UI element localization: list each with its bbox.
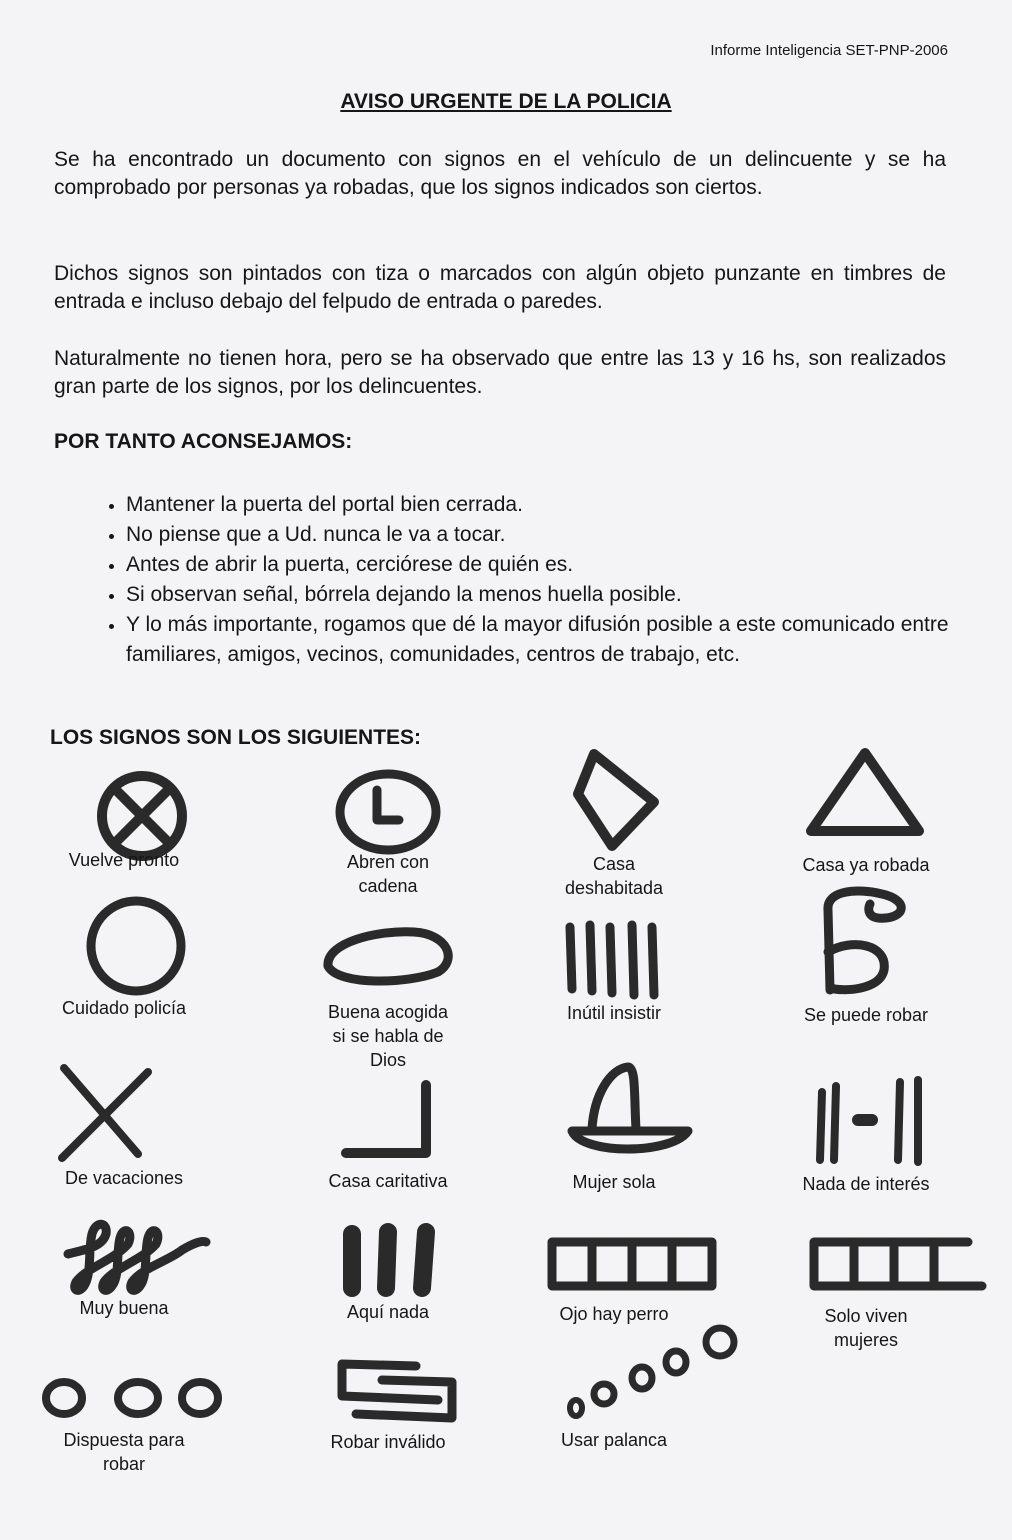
sign-label: Mujer sola xyxy=(572,1172,656,1192)
sign-label: Cuidado policía xyxy=(61,998,187,1018)
five-bars-icon xyxy=(560,915,670,1005)
document-title: AVISO URGENTE DE LA POLICIA xyxy=(340,90,672,113)
advice-heading: POR TANTO ACONSEJAMOS: xyxy=(54,430,353,453)
document-reference: Informe Inteligencia SET-PNP-2006 xyxy=(710,42,948,59)
sign-label: Ojo hay perro xyxy=(559,1304,669,1324)
rising-rings-icon xyxy=(566,1322,746,1422)
clock-icon xyxy=(333,768,443,858)
box-row-icon xyxy=(544,1230,724,1300)
circle-cross-icon xyxy=(92,770,192,860)
boat-icon xyxy=(562,1055,702,1165)
sign-label: Aquí nada xyxy=(346,1302,430,1322)
paragraph-discovery: Se ha encontrado un documento con signos en el vehículo de un delincuente y se ha comprobado por personas ya robadas, que los signos indicados son ciertos. xyxy=(54,148,946,199)
sign-label: Dispuesta para robar xyxy=(63,1430,185,1474)
signs-heading: LOS SIGNOS SON LOS SIGUIENTES: xyxy=(50,726,422,749)
list-item: • No piense que a Ud. nunca le va a tocar. xyxy=(126,520,1006,550)
sign-label: Se puede robar xyxy=(803,1005,929,1025)
open-box-row-icon xyxy=(806,1230,996,1300)
sign-label: Muy buena xyxy=(79,1298,169,1318)
list-item: • Y lo más importante, rogamos que dé la mayor difusión posible a este comunicado entre familiares, amigos, vecinos, comunidades, centros de trabajo, etc. xyxy=(126,610,1006,670)
list-item: • Si observan señal, bórrela dejando la menos huella posible. xyxy=(126,580,1006,610)
loops-icon xyxy=(62,1210,222,1300)
three-bars-icon xyxy=(336,1222,446,1302)
sign-label: Usar palanca xyxy=(560,1430,668,1450)
sign-label: Abren con cadena xyxy=(346,852,430,896)
paragraph-marking-methods: Dichos signos son pintados con tiza o marcados con algún objeto punzante en timbres de entrada e incluso debajo del felpudo de entrada o paredes. xyxy=(54,262,946,313)
circle-icon xyxy=(82,900,192,1000)
s-shape-icon xyxy=(332,1350,462,1430)
three-rings-icon xyxy=(40,1370,230,1430)
sign-label: De vacaciones xyxy=(64,1168,184,1188)
sign-label: Casa caritativa xyxy=(328,1171,448,1191)
bars-dash-icon xyxy=(810,1068,940,1168)
list-item: • Mantener la puerta del portal bien cerrada. xyxy=(126,490,1006,520)
x-icon xyxy=(54,1060,164,1170)
paragraph-timing: Naturalmente no tienen hora, pero se ha observado que entre las 13 y 16 hs, son realizados gran parte de los signos, por los delincuentes. xyxy=(54,347,946,398)
sign-label: Robar inválido xyxy=(330,1432,446,1452)
oval-icon xyxy=(318,920,458,990)
sign-label: Inútil insistir xyxy=(566,1003,662,1023)
list-item: • Antes de abrir la puerta, cerciórese de quién es. xyxy=(126,550,1006,580)
corner-icon xyxy=(338,1075,448,1165)
sign-label: Vuelve pronto xyxy=(68,850,180,870)
sign-label: Casa deshabitada xyxy=(564,854,664,898)
hook-icon xyxy=(812,880,922,1000)
sign-label: Casa ya robada xyxy=(802,855,930,875)
sign-label: Solo viven mujeres xyxy=(824,1306,908,1350)
triangle-icon xyxy=(801,745,931,845)
diamond-icon xyxy=(566,746,666,856)
sign-label: Buena acogida si se habla de Dios xyxy=(327,1002,449,1070)
advice-list xyxy=(56,490,1006,670)
sign-label: Nada de interés xyxy=(802,1174,930,1194)
